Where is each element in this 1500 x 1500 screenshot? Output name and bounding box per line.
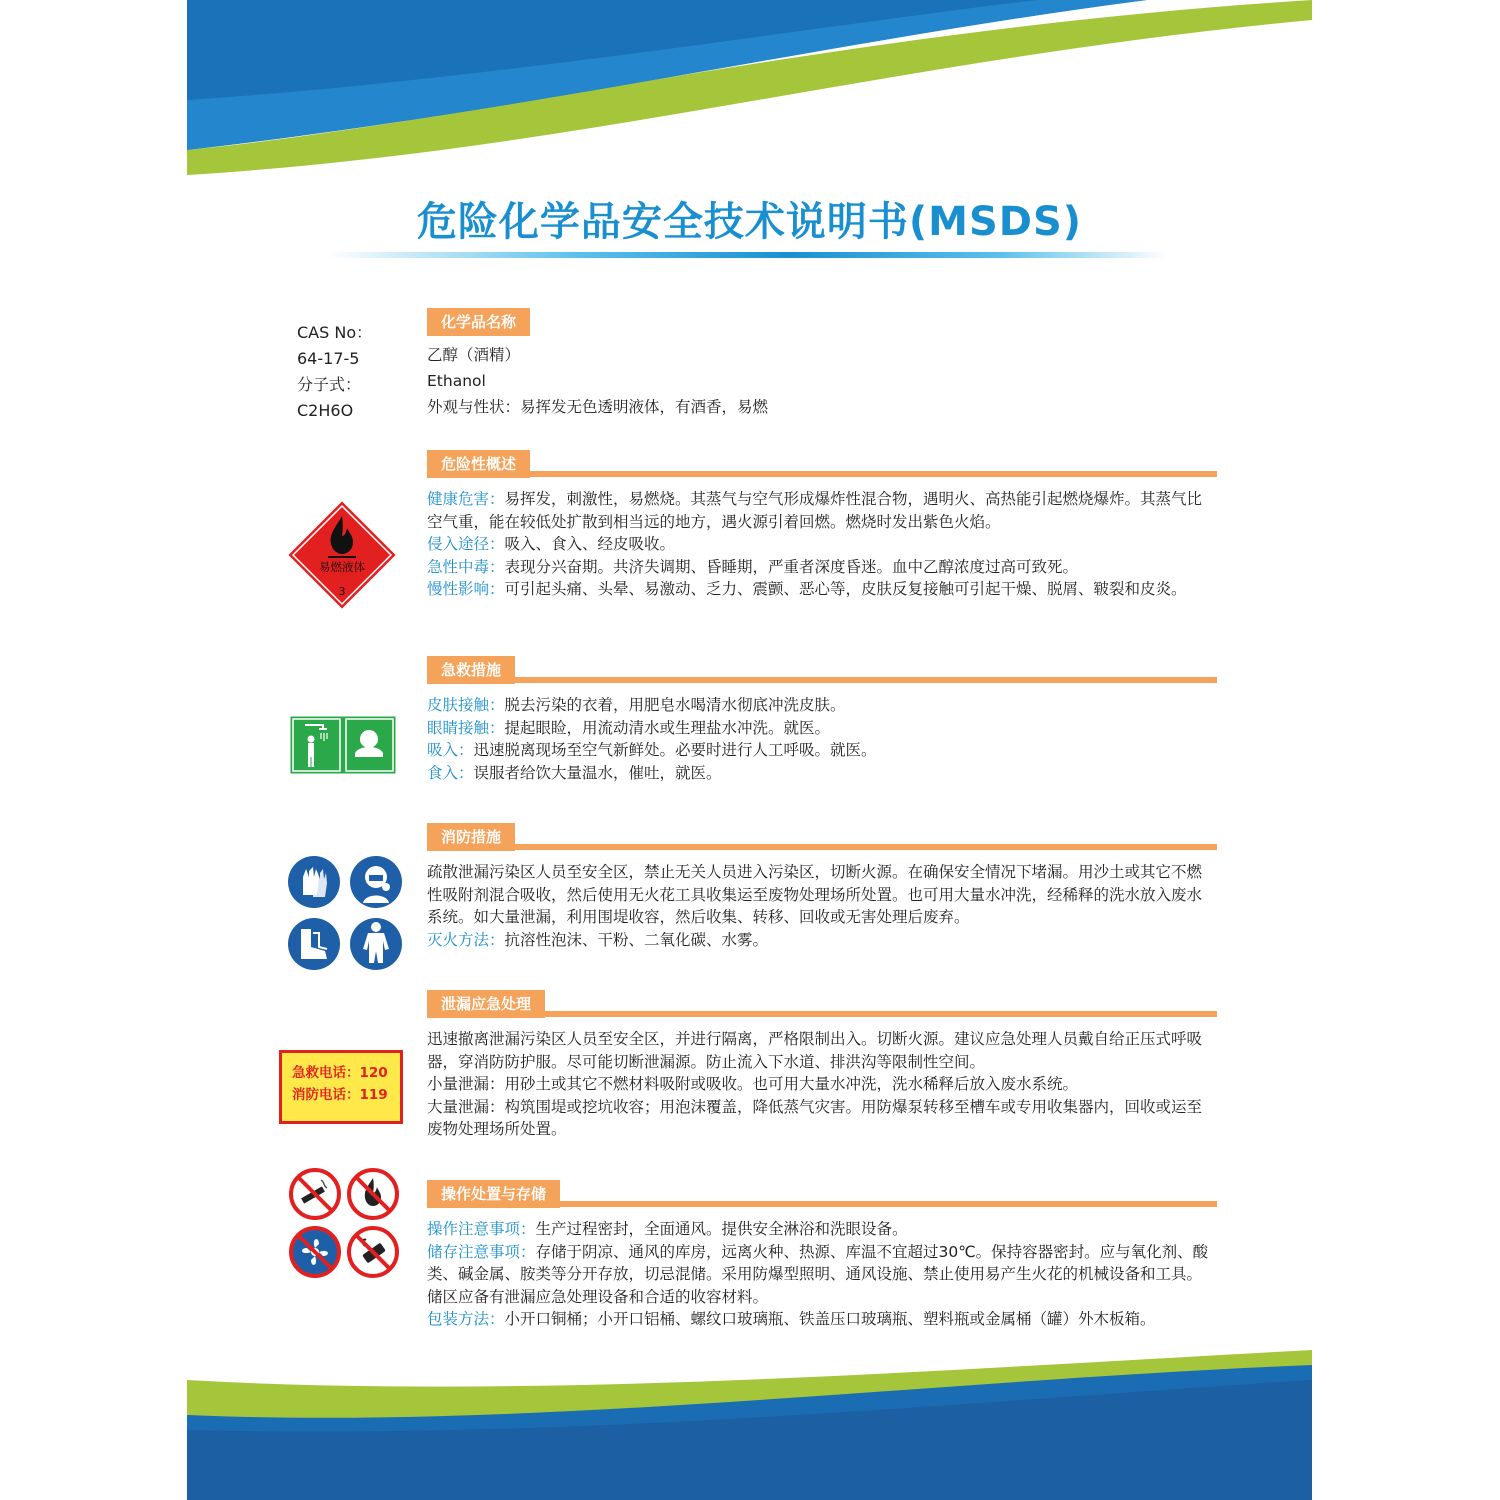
key-chronic-effect: 慢性影响：: [427, 580, 505, 598]
appearance: 外观与性状：易挥发无色透明液体，有酒香，易燃: [427, 398, 769, 416]
health-hazard-text: 易挥发，刺激性，易燃烧。其蒸气与空气形成爆炸性混合物，遇明火、高热能引起燃烧爆炸。其蒸气比空气重，能在较低处扩散到相当远的地方，遇火源引着回燃。燃烧时发出紫色火焰。: [427, 490, 1203, 531]
title-underline: [327, 252, 1167, 258]
protective-suit-icon: [350, 918, 402, 970]
operation-text: 生产过程密封，全面通风。提供安全淋浴和洗眼设备。: [535, 1220, 908, 1238]
inhalation-text: 迅速脱离现场至空气新鲜处。必要时进行人工呼吸。就医。: [473, 741, 877, 759]
section-header: 操作处置与存储: [427, 1180, 560, 1208]
acute-poisoning-text: 表现分兴奋期。共济失调期、昏睡期，严重者深度昏迷。血中乙醇浓度过高可致死。: [504, 557, 1079, 576]
boots-icon: [288, 918, 340, 970]
section-fire-fighting: [427, 823, 1217, 951]
flame-diamond-icon: [285, 498, 399, 612]
page-title: 危险化学品安全技术说明书(MSDS): [416, 199, 1083, 245]
respirator-icon: [350, 856, 402, 908]
top-wave-decoration: [187, 0, 1312, 180]
no-fire-icon: [349, 1170, 397, 1218]
section-header: 危险性概述: [427, 450, 530, 478]
key-skin-contact: 皮肤接触：: [427, 696, 505, 714]
key-packaging: 包装方法：: [427, 1310, 505, 1328]
section-hazard-overview: [427, 450, 1217, 601]
skin-contact-text: 脱去污染的衣着，用肥皂水喝清水彻底冲洗皮肤。: [504, 696, 846, 714]
hazard-sign-label: 易燃液体: [319, 560, 365, 574]
key-eye-contact: 眼睛接触：: [427, 718, 505, 737]
no-smoking-icon: [291, 1170, 339, 1218]
chemical-name-cn: 乙醇（酒精）: [427, 346, 521, 364]
fire-fighting-text: 疏散泄漏污染区人员至安全区，禁止无关人员进入污染区，切断火源。在确保安全情况下堵漏。用沙土或其它不燃性吸附剂混合吸收，然后使用无火花工具收集运至废物处理场所处置。也可用大量水冲洗，经稀释的洗水放入废水系统。如大量泄漏，利用围堤收容，然后收集、转移、回收或无害处理后废弃。: [427, 863, 1203, 926]
cas-info: [297, 320, 372, 424]
gloves-icon: [288, 856, 340, 908]
key-operation: 操作注意事项：: [427, 1220, 536, 1238]
bottom-wave-decoration: [187, 1340, 1312, 1500]
cas-label: CAS No：: [297, 323, 373, 342]
section-leak-emergency: [427, 990, 1217, 1141]
formula-value: C2H6O: [297, 401, 354, 420]
extinguishing-text: 抗溶性泡沫、干粉、二氧化碳、水雾。: [504, 930, 769, 949]
eye-contact-text: 提起眼睑，用流动清水或生理盐水冲洗。就医。: [504, 718, 831, 737]
fire-phone: 消防电话：119: [292, 1087, 388, 1103]
section-header: 消防措施: [427, 823, 515, 851]
eyewash-shower-icon: [289, 715, 397, 775]
section-header: 急救措施: [427, 656, 515, 684]
section-header: 泄漏应急处理: [427, 990, 545, 1018]
key-storage: 储存注意事项：: [427, 1242, 536, 1261]
cas-value: 64-17-5: [297, 349, 360, 368]
large-leak-text: 大量泄漏：构筑围堤或挖坑收容；用泡沫覆盖，降低蒸气灾害。用防爆泵转移至槽车或专用收集器内，回收或运至废物处理场所处置。: [427, 1097, 1203, 1138]
formula-label: 分子式：: [297, 375, 362, 394]
ingestion-text: 误服者给饮大量温水，催吐，就医。: [473, 763, 722, 782]
leak-text: 迅速撤离泄漏污染区人员至安全区，并进行隔离，严格限制出入。切断火源。建议应急处理人员戴自给正压式呼吸器，穿消防防护服。尽可能切断泄漏源。防止流入下水道、排洪沟等限制性空间。: [427, 1030, 1203, 1071]
section-chemical-name: [427, 308, 1217, 420]
no-fan-icon: [291, 1228, 339, 1276]
prohibition-icon-group: [289, 1168, 399, 1278]
chronic-effect-text: 可引起头痛、头晕、易激动、乏力、震颤、恶心等，皮肤反复接触可引起干燥、脱屑、皲裂和皮炎。: [504, 580, 1187, 598]
small-leak-text: 小量泄漏：用砂土或其它不燃材料吸附或吸收。也可用大量水冲洗，洗水稀释后放入废水系统。: [427, 1075, 1079, 1093]
key-extinguishing: 灭火方法：: [427, 930, 505, 949]
section-handling-storage: [427, 1180, 1217, 1331]
storage-text: 存储于阴凉、通风的库房，远离火种、热源、库温不宜超过30℃。保持容器密封。应与氧化剂、酸类、碱金属、胺类等分开存放，切忌混储。采用防爆型照明、通风设施、禁止使用易产生火花的机械设备和工具。储区应备有泄漏应急处理设备和合适的收容材料。: [427, 1242, 1209, 1306]
key-ingestion: 食入：: [427, 763, 474, 782]
entry-route-text: 吸入、食入、经皮吸收。: [504, 535, 676, 553]
chemical-name-en: Ethanol: [427, 372, 486, 390]
packaging-text: 小开口铜桶；小开口铝桶、螺纹口玻璃瓶、铁盖压口玻璃瓶、塑料瓶或金属桶（罐）外木板箱。: [504, 1310, 1156, 1328]
ppe-icon-group: [287, 855, 403, 971]
key-acute-poisoning: 急性中毒：: [427, 557, 505, 576]
msds-poster: [187, 0, 1312, 1500]
emergency-phone-box: [279, 1050, 403, 1124]
section-first-aid: [427, 656, 1217, 784]
key-inhalation: 吸入：: [427, 741, 474, 759]
key-health-hazard: 健康危害：: [427, 490, 505, 508]
first-aid-phone: 急救电话：120: [292, 1065, 388, 1081]
key-entry-route: 侵入途径：: [427, 535, 505, 553]
hazard-sign-class: 3: [338, 585, 346, 598]
no-lighter-icon: [349, 1228, 397, 1276]
section-header: 化学品名称: [427, 308, 530, 336]
